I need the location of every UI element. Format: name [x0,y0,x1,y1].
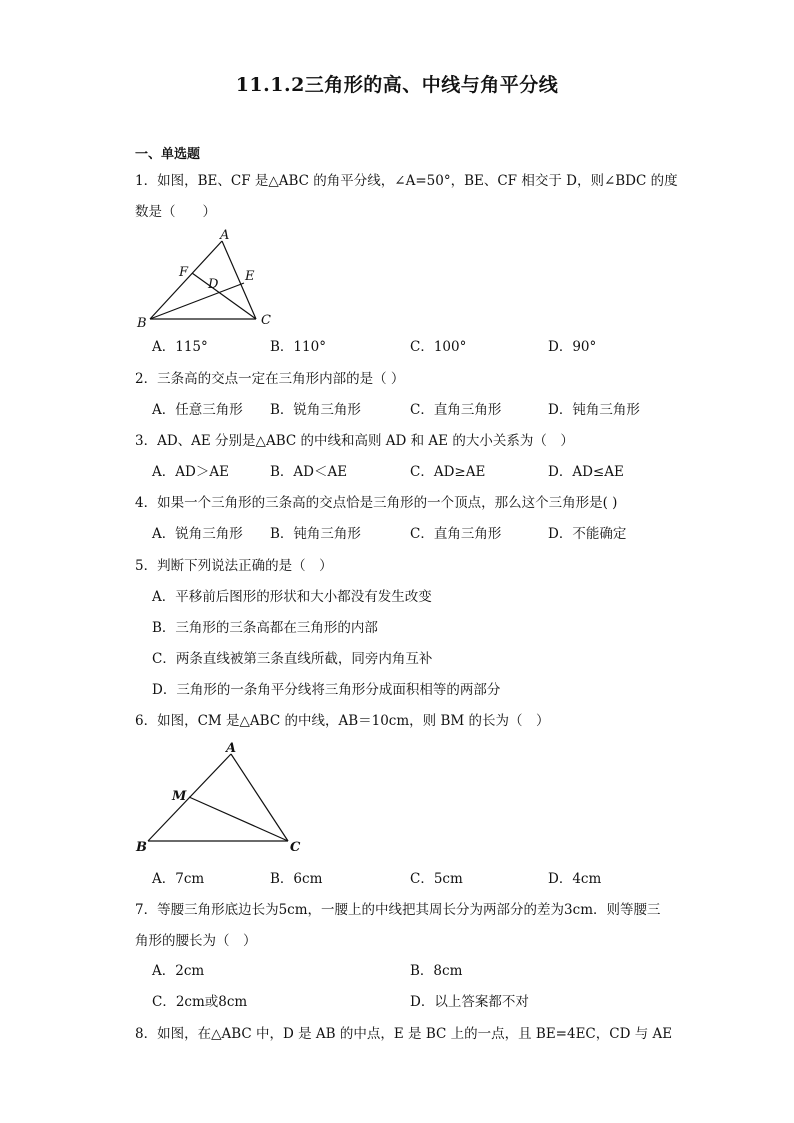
q3-option-d: D．AD≤AE [548,464,624,480]
q6-option-c: C．5cm [410,871,463,887]
label-m: M [172,789,187,804]
q5-option-c: C．两条直线被第三条直线所截，同旁内角互补 [152,651,433,667]
q2-option-a: A．任意三角形 [152,402,243,418]
question-1-text-line1: 1．如图，BE、CF 是△ABC 的角平分线，∠A=50°，BE、CF 相交于 D，则∠BDC 的度 [135,173,678,189]
label-c: C [261,313,271,328]
label-a: A [220,228,230,243]
q6-option-a: A．7cm [152,871,205,887]
question-7-text-line1: 7．等腰三角形底边长为5cm，一腰上的中线把其周长分为两部分的差为3cm．则等腰三 [135,902,661,918]
question-6-text: 6．如图，CM 是△ABC 的中线，AB＝10cm，则 BM 的长为（ ） [135,713,550,729]
bisector-be [150,283,244,319]
q4-option-c: C．直角三角形 [410,526,502,542]
question-5-text: 5．判断下列说法正确的是（ ） [135,558,333,574]
q4-option-a: A．锐角三角形 [152,526,243,542]
q2-option-c: C．直角三角形 [410,402,502,418]
question-1-triangle-figure [130,225,280,330]
q6-option-b: B．6cm [270,871,323,887]
q4-option-b: B．钝角三角形 [270,526,361,542]
q3-option-c: C．AD≥AE [410,464,486,480]
q1-option-d: D．90° [548,339,597,355]
question-7-text-line2: 角形的腰长为（ ） [135,933,257,949]
q3-option-a: A．AD＞AE [152,464,229,480]
label-b: B [137,316,147,330]
q2-option-d: D．钝角三角形 [548,402,640,418]
q7-option-b: B．8cm [410,963,463,979]
label-a: A [226,741,237,756]
label-b: B [136,840,147,855]
q1-option-c: C．100° [410,339,467,355]
section-heading: 一、单选题 [135,147,201,162]
q1-option-b: B．110° [270,339,326,355]
question-8-text: 8．如图，在△ABC 中，D 是 AB 的中点，E 是 BC 上的一点，且 BE=4EC，CD 与 AE [135,1026,673,1042]
q5-option-d: D．三角形的一条角平分线将三角形分成面积相等的两部分 [152,682,501,698]
question-2-text: 2．三条高的交点一定在三角形内部的是（ ） [135,371,405,387]
label-f: F [179,265,189,280]
q3-option-b: B．AD＜AE [270,464,348,480]
q7-option-a: A．2cm [152,963,205,979]
question-3-text: 3．AD、AE 分别是△ABC 的中线和高则 AD 和 AE 的大小关系为（ ） [135,433,574,449]
q5-option-a: A．平移前后图形的形状和大小都没有发生改变 [152,589,432,605]
q7-option-c: C．2cm或8cm [152,994,248,1010]
question-6-triangle-figure [130,738,305,858]
question-1-text-line2: 数是（ ） [135,204,216,220]
label-e: E [245,269,255,284]
label-c: C [290,840,301,855]
q4-option-d: D．不能确定 [548,526,627,542]
label-d: D [208,277,219,292]
q5-option-b: B．三角形的三条高都在三角形的内部 [152,620,378,636]
q7-option-d: D．以上答案都不对 [410,994,529,1010]
q1-option-a: A．115° [152,339,208,355]
q2-option-b: B．锐角三角形 [270,402,361,418]
q6-option-d: D．4cm [548,871,602,887]
page-title: 11.1.2三角形的高、中线与角平分线 [235,74,559,96]
question-4-text: 4．如果一个三角形的三条高的交点恰是三角形的一个顶点，那么这个三角形是( ) [135,495,618,511]
